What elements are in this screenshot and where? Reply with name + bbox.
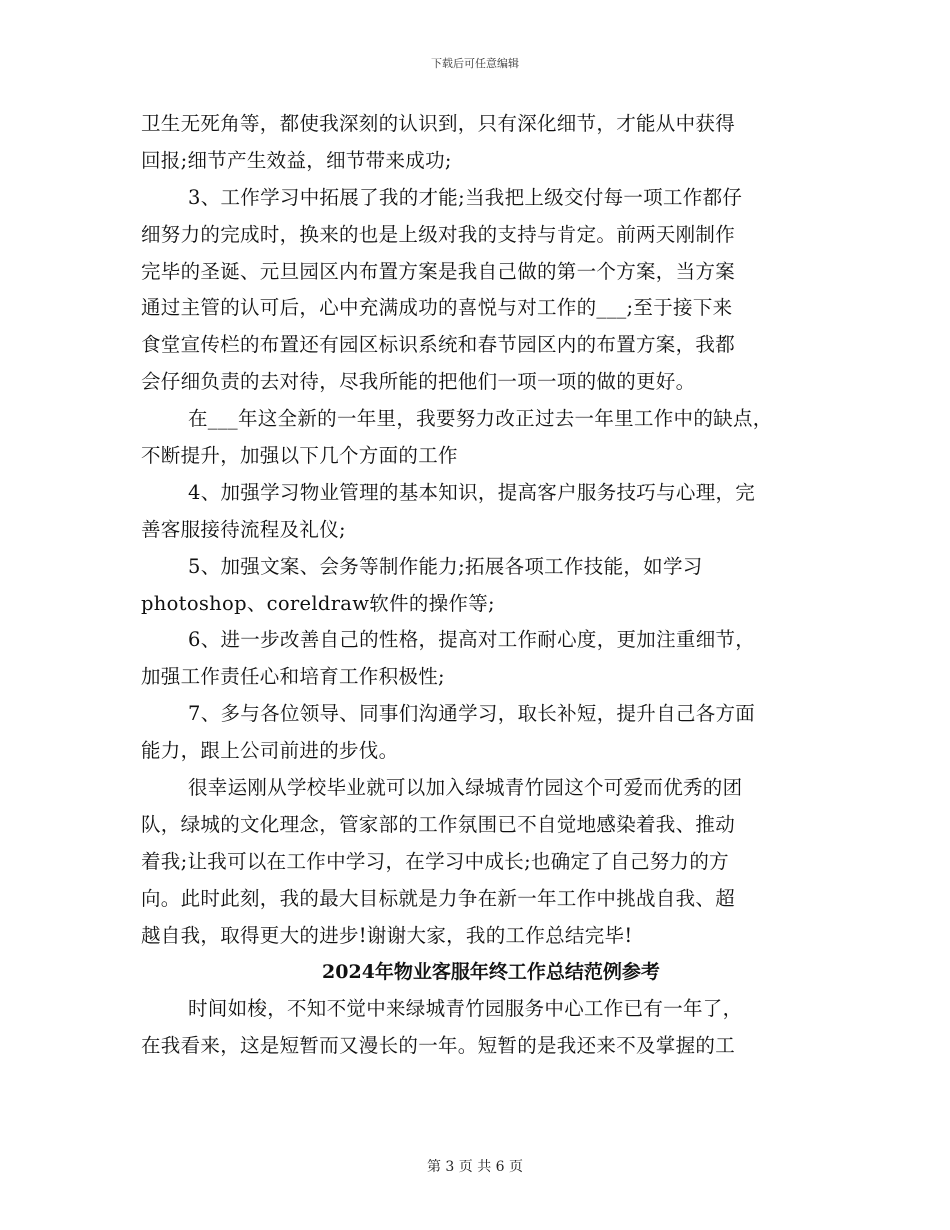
text-line: 完毕的圣诞、元旦园区内布置方案是我自己做的第一个方案，当方案 — [141, 259, 736, 283]
text-line: 5、加强文案、会务等制作能力;拓展各项工作技能，如学习 — [188, 554, 703, 578]
text-line: 加强工作责任心和培育工作积极性; — [141, 665, 445, 689]
text-line: 着我;让我可以在工作中学习，在学习中成长;也确定了自己努力的方 — [141, 849, 729, 873]
text-line: 很幸运刚从学校毕业就可以加入绿城青竹园这个可爱而优秀的团 — [188, 776, 743, 800]
document-body — [141, 106, 821, 1065]
text-line: 4、加强学习物业管理的基本知识，提高客户服务技巧与心理，完 — [188, 480, 756, 504]
text-line: 通过主管的认可后，心中充满成功的喜悦与对工作的___;至于接下来 — [141, 296, 733, 320]
text-line: 善客服接待流程及礼仪; — [141, 517, 346, 541]
text-line: 队，绿城的文化理念，管家部的工作氛围已不自觉地感染着我、推动 — [141, 812, 736, 836]
text-line: 不断提升，加强以下几个方面的工作 — [141, 444, 458, 468]
section-heading: 2024年物业客服年终工作总结范例参考 — [322, 961, 660, 984]
text-line: 在我看来，这是短暂而又漫长的一年。短暂的是我还来不及掌握的工 — [141, 1034, 736, 1058]
text-line: 越自我，取得更大的进步!谢谢大家，我的工作总结完毕! — [141, 923, 633, 947]
text-line: 卫生无死角等，都使我深刻的认识到，只有深化细节，才能从中获得 — [141, 112, 736, 135]
text-line: 会仔细负责的去对待，尽我所能的把他们一项一项的做的更好。 — [141, 370, 696, 394]
page-header-note: 下载后可任意编辑 — [431, 57, 519, 70]
text-line: 回报;细节产生效益，细节带来成功; — [141, 148, 452, 172]
text-line: photoshop、coreldraw软件的操作等; — [141, 591, 495, 615]
page-number: 第 3 页 共 6 页 — [426, 1159, 524, 1175]
text-line: 7、多与各位领导、同事们沟通学习，取长补短，提升自己各方面 — [188, 702, 756, 726]
text-line: 时间如梭，不知不觉中来绿城青竹园服务中心工作已有一年了， — [188, 997, 743, 1021]
text-line: 在___年这全新的一年里，我要努力改正过去一年里工作中的缺点， — [188, 407, 773, 431]
text-line: 向。此时此刻，我的最大目标就是力争在新一年工作中挑战自我、超 — [141, 886, 736, 910]
text-line: 3、工作学习中拓展了我的才能;当我把上级交付每一项工作都仔 — [188, 185, 743, 209]
text-line: 细努力的完成时，换来的也是上级对我的支持与肯定。前两天刚制作 — [141, 222, 736, 246]
text-line: 6、进一步改善自己的性格，提高对工作耐心度，更加注重细节， — [188, 628, 756, 652]
text-line: 食堂宣传栏的布置还有园区标识系统和春节园区内的布置方案，我都 — [141, 333, 736, 357]
text-line: 能力，跟上公司前进的步伐。 — [141, 739, 399, 763]
